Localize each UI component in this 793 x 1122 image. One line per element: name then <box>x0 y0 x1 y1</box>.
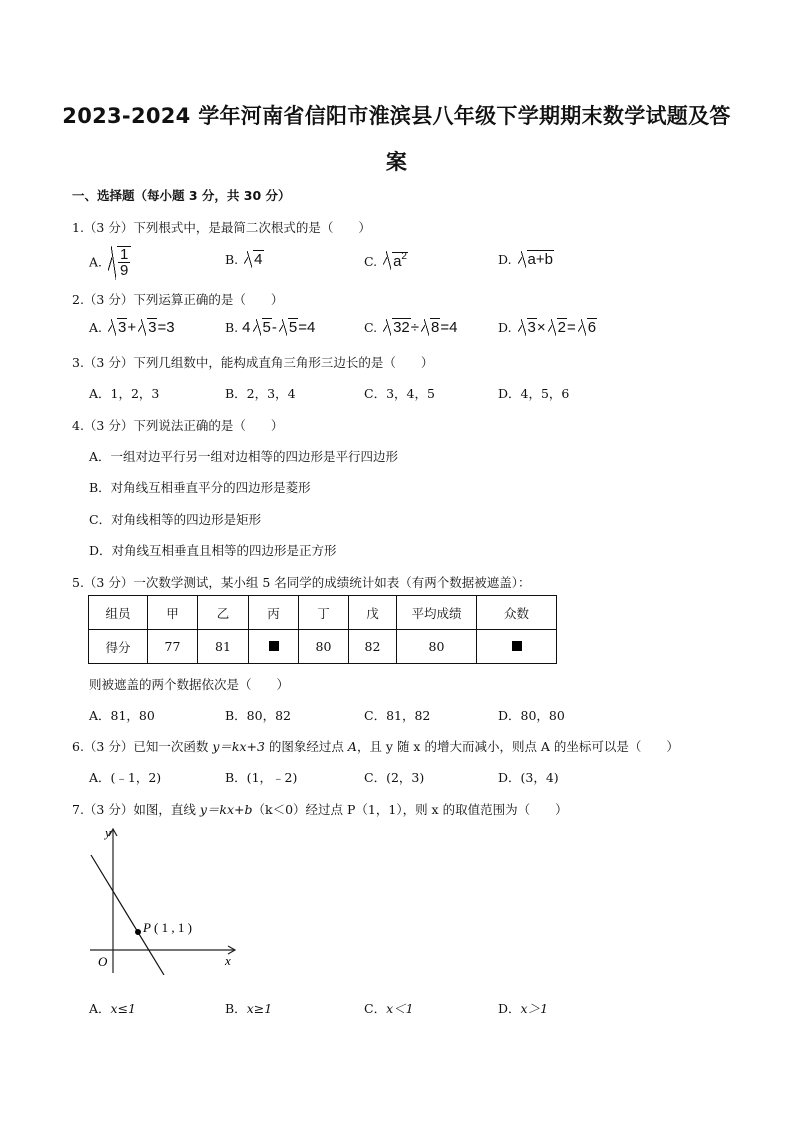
stem-text: 7.（3 分）如图，直线 <box>72 802 200 817</box>
option-label: B. <box>225 320 239 335</box>
option-label: D. <box>498 252 512 267</box>
table-cell: 得分 <box>89 630 148 664</box>
masked-cell <box>249 630 299 664</box>
option-label: D． <box>498 1001 521 1016</box>
table-header-row <box>89 596 557 630</box>
question-5-option-b: B．80，82 <box>225 708 291 723</box>
option-label: C. <box>364 320 378 335</box>
point-p-label: P <box>143 920 151 935</box>
question-1-stem: 1.（3 分）下列根式中，是最简二次根式的是（ ） <box>72 220 371 235</box>
radicand: 3 <box>148 319 157 336</box>
table-cell: 82 <box>349 630 397 664</box>
section-heading: 一、选择题（每小题 3 分，共 30 分） <box>72 188 291 203</box>
question-1-option-a <box>89 246 131 280</box>
table-cell: 77 <box>148 630 198 664</box>
point-p-marker-icon <box>135 929 141 935</box>
origin-label: O <box>98 954 108 969</box>
result: =3 <box>157 319 175 336</box>
radicand: a+b <box>527 251 553 268</box>
radicand: 2 <box>557 319 566 336</box>
question-4-option-a: A．一组对边平行另一组对边相等的四边形是平行四边形 <box>89 449 399 464</box>
equation: y＝kx+b <box>199 802 253 817</box>
sqrt <box>383 251 408 270</box>
question-6-option-c: C．(2，3) <box>364 770 425 785</box>
question-4-option-b: B．对角线互相垂直平分的四边形是菱形 <box>89 480 311 495</box>
question-1-option-c <box>364 251 408 270</box>
equation: y＝kx+3 <box>212 739 265 754</box>
sqrt <box>244 251 263 268</box>
question-1-option-b <box>225 251 264 268</box>
document-title-line2: 案 <box>385 150 408 174</box>
question-5-option-d: D．80，80 <box>498 708 565 723</box>
coefficient: 4 <box>242 319 251 336</box>
question-2-option-d <box>498 319 597 336</box>
question-2-option-b <box>225 319 315 336</box>
question-6-stem <box>72 737 679 755</box>
equals: = <box>567 319 576 336</box>
question-3-option-c: C．3，4，5 <box>364 386 435 401</box>
radicand: 6 <box>587 319 597 336</box>
table-cell: 丙 <box>249 596 299 630</box>
table-cell: 乙 <box>198 596 249 630</box>
question-1-option-d <box>498 251 554 268</box>
radicand: 32 <box>393 319 410 336</box>
question-7-stem <box>72 800 568 818</box>
question-2-option-c <box>364 319 457 336</box>
result: =4 <box>298 319 316 336</box>
operator: ÷ <box>410 319 419 336</box>
question-4-option-d: D．对角线互相垂直且相等的四边形是正方形 <box>89 543 337 558</box>
table-cell: 丁 <box>299 596 349 630</box>
question-5-option-c: C．81，82 <box>364 708 431 723</box>
option-label: C． <box>364 1001 387 1016</box>
point-label: A <box>347 739 357 754</box>
radicand: a <box>393 253 402 270</box>
stem-text: ，且 y 随 x 的增大而减小，则点 A 的坐标可以是（ ） <box>356 739 679 754</box>
question-4-stem: 4.（3 分）下列说法正确的是（ ） <box>72 418 284 433</box>
result: =4 <box>440 319 458 336</box>
document-title-line1: 2023-2024 学年河南省信阳市淮滨县八年级下学期期末数学试题及答 <box>62 104 731 128</box>
operator: × <box>536 319 546 336</box>
y-axis-label: y <box>105 825 111 840</box>
masked-cell <box>477 630 557 664</box>
question-6-option-d: D．(3，4) <box>498 770 559 785</box>
option-expression: x≤1 <box>110 1001 137 1016</box>
table-cell: 组员 <box>89 596 148 630</box>
question-4-option-c: C．对角线相等的四边形是矩形 <box>89 512 262 527</box>
question-6-option-b: B．(1，﹣2) <box>225 770 298 785</box>
table-row <box>89 630 557 664</box>
option-label: B． <box>225 1001 247 1016</box>
question-3-option-d: D．4，5，6 <box>498 386 570 401</box>
question-5-stem: 5.（3 分）一次数学测试，某小组 5 名同学的成绩统计如表（有两个数据被遮盖）： <box>72 575 531 590</box>
table-cell: 81 <box>198 630 249 664</box>
option-expression: x＞1 <box>520 1001 549 1016</box>
fraction-numerator: 1 <box>120 246 129 263</box>
line-graph-figure <box>80 825 250 975</box>
exponent: 2 <box>401 251 407 262</box>
question-7-option-a <box>89 999 136 1017</box>
table-cell: 众数 <box>477 596 557 630</box>
table-cell: 80 <box>397 630 477 664</box>
score-table <box>88 595 557 664</box>
option-label: A. <box>89 320 103 335</box>
option-label: D. <box>498 320 512 335</box>
option-label: A. <box>89 254 103 270</box>
question-3-stem: 3.（3 分）下列几组数中，能构成直角三角形三边长的是（ ） <box>72 355 434 370</box>
operator: - <box>271 319 277 336</box>
question-2-stem: 2.（3 分）下列运算正确的是（ ） <box>72 292 284 307</box>
table-cell: 80 <box>299 630 349 664</box>
question-7-option-c <box>364 999 414 1017</box>
option-label: A． <box>89 1001 111 1016</box>
question-7-option-b <box>225 999 272 1017</box>
radicand: 4 <box>254 251 263 268</box>
fraction-denominator: 9 <box>120 262 129 279</box>
condition: （k＜0） <box>252 802 306 817</box>
question-5-follow-up: 则被遮盖的两个数据依次是（ ） <box>89 677 290 692</box>
question-2-option-a <box>89 319 175 336</box>
radicand: 5 <box>288 319 298 336</box>
operator: + <box>127 319 137 336</box>
question-7-option-d <box>498 999 548 1017</box>
stem-text: 6.（3 分）已知一次函数 <box>72 739 213 754</box>
stem-text: 经过点 P（1，1），则 x 的取值范围为（ ） <box>305 802 568 817</box>
question-5-option-a: A．81，80 <box>89 708 155 723</box>
point-p-coords: ( 1 , 1 ) <box>154 920 192 935</box>
table-cell: 戊 <box>349 596 397 630</box>
masked-block-icon <box>269 641 279 651</box>
question-6-option-a: A．(﹣1，2) <box>89 770 162 785</box>
option-label: B. <box>225 252 239 267</box>
table-cell: 平均成绩 <box>397 596 477 630</box>
radicand: 8 <box>431 319 440 336</box>
option-expression: x＜1 <box>386 1001 414 1016</box>
option-label: C. <box>364 254 378 269</box>
table-cell: 甲 <box>148 596 198 630</box>
sqrt-fraction <box>108 246 131 280</box>
option-expression: x≥1 <box>246 1001 273 1016</box>
question-3-option-a: A．1，2，3 <box>89 386 160 401</box>
masked-block-icon <box>512 641 522 651</box>
radicand: 3 <box>527 319 536 336</box>
radicand: 5 <box>262 319 271 336</box>
radicand: 3 <box>118 319 127 336</box>
sqrt <box>518 251 554 268</box>
x-axis-label: x <box>225 953 231 968</box>
stem-text: 的图象经过点 <box>264 739 348 754</box>
question-3-option-b: B．2，3，4 <box>225 386 296 401</box>
